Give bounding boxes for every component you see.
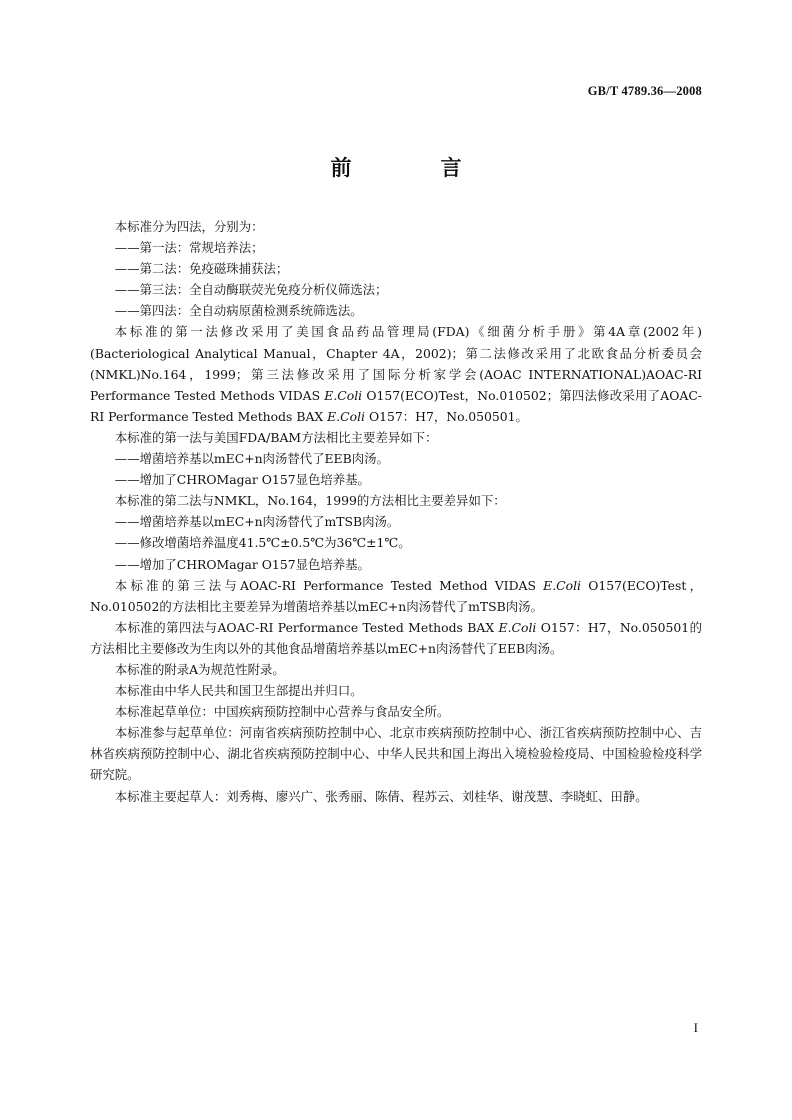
list-item-diff: ——增菌培养基以mEC+n肉汤替代了mTSB肉汤。 <box>114 514 400 530</box>
paragraph-participating-units: 本标准参与起草单位：河南省疾病预防控制中心、北京市疾病预防控制中心、浙江省疾病预防控制中心、吉林省疾病预防控制中心、湖北省疾病预防控制中心、中华人民共和国上海出入境检验检疫局、中国检验检疫科学研究院。 <box>90 725 702 783</box>
method3-text-2: O157(ECO)Test，No.010502的方法相比主要差异为增菌培养基以mEC+n肉汤替代了mTSB肉汤。 <box>90 577 702 614</box>
paragraph-appendix: 本标准的附录A为规范性附录。 <box>114 661 285 677</box>
paragraph-adoption <box>90 321 702 426</box>
paragraph-method4-diff <box>90 617 702 659</box>
list-item-diff: ——修改增菌培养温度41.5℃±0.5℃为36℃±1℃。 <box>114 535 411 551</box>
paragraph-intro: 本标准分为四法，分别为： <box>114 219 264 234</box>
standard-number: GB/T 4789.36—2008 <box>587 84 702 98</box>
foreword-body <box>90 216 702 807</box>
paragraph-method3-diff <box>90 575 702 617</box>
method4-text-2: O157：H7，No.050501的方法相比主要修改为生肉以外的其他食品增菌培养基以mEC+n肉汤替代了EEB肉汤。 <box>90 619 702 656</box>
list-item-diff: ——增加了CHROMagar O157显色培养基。 <box>114 472 370 488</box>
species-name: E.Coli <box>543 577 582 593</box>
paragraph-drafters: 本标准主要起草人：刘秀梅、廖兴广、张秀丽、陈倩、程苏云、刘桂华、谢茂慧、李晓虹、田静。 <box>114 788 648 804</box>
paragraph-method1-diff: 本标准的第一法与美国FDA/BAM方法相比主要差异如下： <box>114 429 438 445</box>
page-title: 前 言 <box>330 156 496 180</box>
method3-text-1: 本标准的第三法与AOAC-RI Performance Tested Method VIDAS <box>114 577 544 593</box>
species-name: E.Coli <box>327 408 366 424</box>
adoption-text-1: 本标准的第一法修改采用了美国食品药品管理局(FDA)《细菌分析手册》第4A章(2002年)(Bacteriological Analytical Manual，Chapter 4A，2002)；第二法修改采用了北欧食品分析委员会(NMKL)No.164，1999；第三法修改采用了国际分析家学会(AOAC INTERNATIONAL)AOAC-RI Performance Tested Methods VIDAS <box>90 324 702 403</box>
list-item-method-3: ——第三法：全自动酶联荧光免疫分析仪筛选法； <box>114 282 388 298</box>
method4-text-1: 本标准的第四法与AOAC-RI Performance Tested Methods BAX <box>114 619 499 635</box>
list-item-diff: ——增菌培养基以mEC+n肉汤替代了EEB肉汤。 <box>114 451 389 467</box>
list-item-method-4: ——第四法：全自动病原菌检测系统筛选法。 <box>114 303 363 319</box>
list-item-method-1: ——第一法：常规培养法； <box>114 240 264 256</box>
list-item-method-2: ——第二法：免疫磁珠捕获法； <box>114 261 289 277</box>
paragraph-drafting-unit: 本标准起草单位：中国疾病预防控制中心营养与食品安全所。 <box>114 704 450 720</box>
adoption-text-3: O157：H7，No.050501。 <box>365 408 528 424</box>
adoption-text-2: O157(ECO)Test，No.010502；第四法修改采用了AOAC-RI Performance Tested Methods BAX <box>90 387 702 424</box>
list-item-diff: ——增加了CHROMagar O157显色培养基。 <box>114 556 370 572</box>
species-name: E.Coli <box>498 619 537 635</box>
page-number: I <box>693 1020 698 1035</box>
paragraph-proposer: 本标准由中华人民共和国卫生部提出并归口。 <box>114 683 363 699</box>
paragraph-method2-diff: 本标准的第二法与NMKL，No.164，1999的方法相比主要差异如下： <box>114 493 506 509</box>
species-name: E.Coli <box>324 387 363 403</box>
